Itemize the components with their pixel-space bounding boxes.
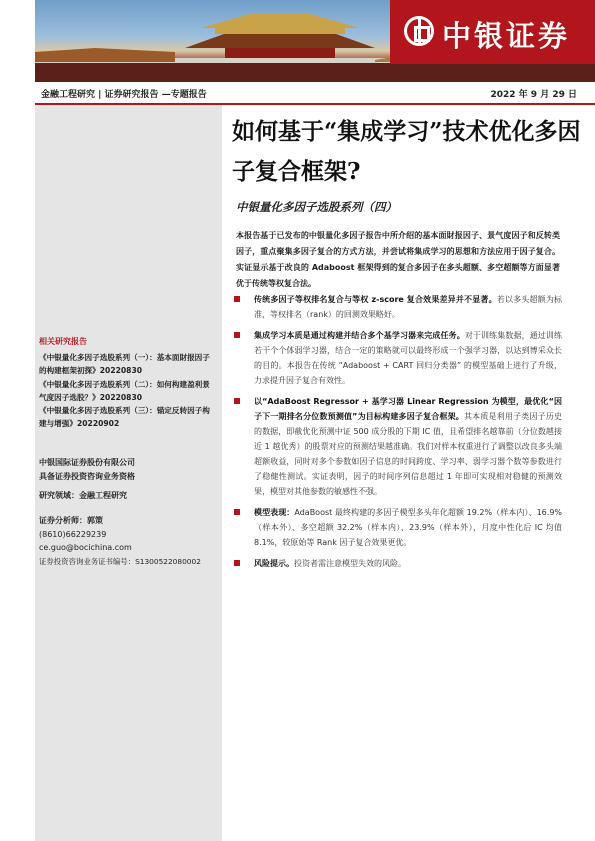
page-title: 如何基于“集成学习”技术优化多因子复合框架?	[232, 118, 581, 185]
key-point-heading: 风险提示。	[254, 559, 294, 568]
analyst-info	[39, 514, 201, 568]
list-item[interactable]: 《中银量化多因子选股系列（二）：如何构建盈利景气度因子选股？》20220830	[39, 379, 210, 402]
report-summary: 本报告基于已发布的中银量化多因子报告中所介绍的基本面財报因子、景气度因子和反转类因子，重点聚集多因子复合的方式方法，并尝试将集成学习的思想和方法应用于因子复合。实证显示基于改良的 Adaboost 框架得到的复合多因子在多头超额、多空超额等方面显著优于传统等权复合法。	[236, 231, 560, 288]
key-point-text: 其本质是利用子类因子历史的数据，即截优化预测中证 500 成分股的下期 IC 值，且希望排名越靠前（分位数越接近 1 越优秀）的股票对应的预测结果越准确。我们对样本权重进行了调整以改良多头端超额收益，同时对多个参数如因子信息的时间跨度、学习率、弱学习器个数等参数进行了稳健性测试。实证表明，因子的时间序列信息超过 1 年即可实现相对稳健的预测效果，模型对其他参数的敏感性不强。	[254, 412, 563, 496]
bullet-square-icon	[234, 332, 240, 338]
boc-logo-icon	[404, 16, 434, 46]
key-point	[232, 394, 562, 499]
analyst-name: 郭策	[87, 516, 103, 525]
list-item[interactable]: 《中银量化多因子选股系列（一）：基本面財报因子的构建框架初探》20220830	[39, 353, 210, 376]
list-item[interactable]: 《中银量化多因子选股系列（三）：锚定反转因子构建与增强》20220902	[39, 406, 210, 429]
key-point-text: 若以多头超额为标准，等权排名（rank）的回测效果略好。	[254, 295, 563, 319]
company-name: 中银国际证券股份有限公司	[39, 458, 135, 467]
key-point	[232, 292, 562, 322]
header-banner	[35, 0, 595, 82]
analyst-label: 证券分析师：	[39, 516, 87, 525]
key-points	[232, 292, 562, 577]
key-point	[232, 556, 562, 571]
key-point	[232, 505, 562, 550]
report-date: 2022 年 9 月 29 日	[490, 90, 577, 100]
related-reports-list	[39, 351, 217, 431]
key-point-text: AdaBoost 最终构建的多因子模型多头年化超额 19.2%（样本内）、16.9%（样本外）、多空超额 32.2%（样本内）、23.9%（样本外），月度中性化后 IC 均值 8.1%，较原始等 Rank 因子复合效果更优。	[254, 508, 563, 547]
research-field: 研究领域：金融工程研究	[39, 491, 127, 500]
key-point-heading: 集成学习本质是通过构建并结合多个基学习器来完成任务。	[254, 331, 465, 340]
related-reports-title: 相关研究报告	[39, 337, 87, 346]
bullet-square-icon	[234, 560, 240, 566]
key-point-heading: 以“AdaBoost Regressor + 基学习器 Linear Regression 为模型，最优化“因子下一期排名分位数预测值”为目标构建多因子复合框架。	[254, 397, 562, 421]
analyst-email[interactable]: ce.guo@bocichina.com	[39, 543, 132, 552]
page-subtitle: 中银量化多因子选股系列（四）	[236, 200, 397, 214]
bullet-square-icon	[234, 398, 240, 404]
key-point	[232, 328, 562, 388]
analyst-phone: (8610)66229239	[39, 529, 107, 539]
company-license: 具备证券投资咨询业务资格	[39, 471, 135, 481]
company-info	[39, 456, 135, 483]
key-point-text: 对于训练集数据，通过训练若干个个体弱学习器，结合一定的策略就可以最终形成一个强学习器，以达到博采众长的目的。本报告在传统 “Adaboost + CART 回归分类器” 的模型基础上进行了升级，力求提升因子复合有效性。	[254, 331, 563, 385]
key-point-text: 投资者需注意模型失效的风险。	[294, 559, 406, 568]
company-logo	[390, 0, 595, 64]
bullet-square-icon	[234, 296, 240, 302]
bullet-square-icon	[234, 509, 240, 515]
key-point-heading: 传统多因子等权排名复合与等权 z-score 复合效果差异并不显著。	[254, 295, 497, 304]
header-bar	[35, 84, 595, 105]
breadcrumb: 金融工程研究 | 证券研究报告 —专题报告	[41, 90, 207, 100]
logo-text: 中银证券	[442, 19, 571, 53]
key-point-heading: 模型表现：	[254, 508, 295, 517]
analyst-license: 证券投资咨询业务证书编号：S1300522080002	[39, 556, 201, 566]
